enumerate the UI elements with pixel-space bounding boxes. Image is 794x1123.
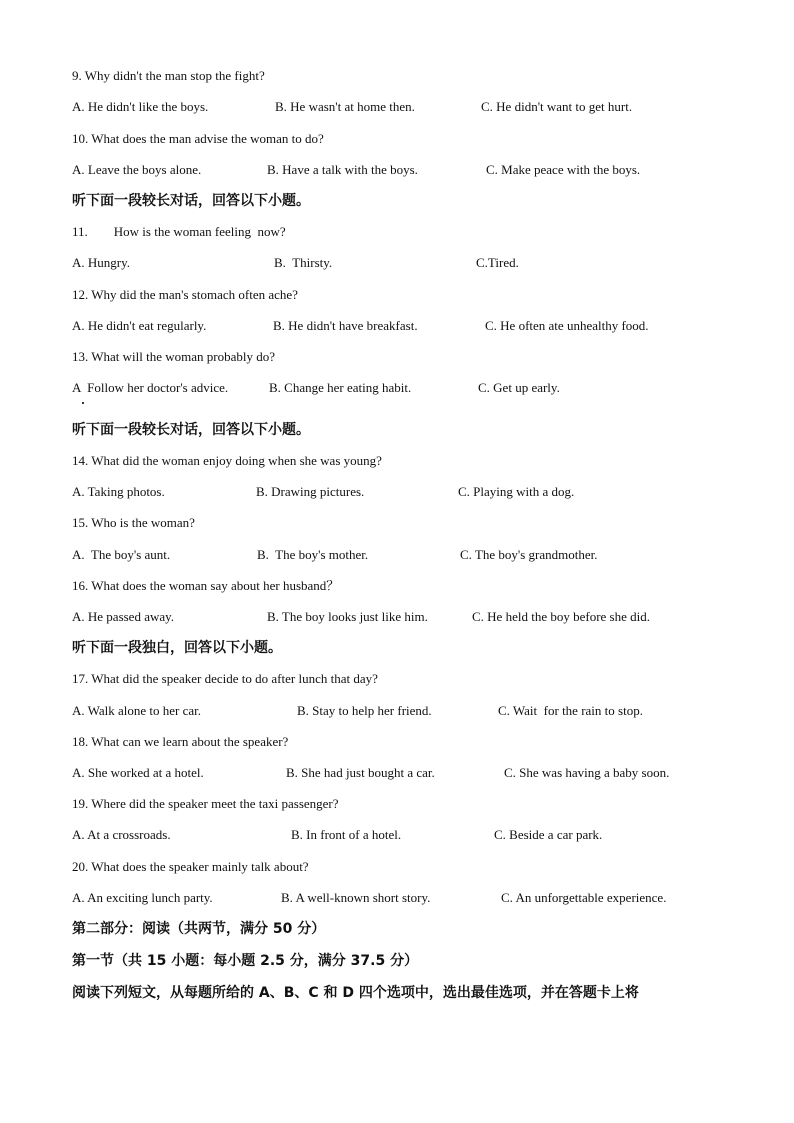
q19-option-c: C. Beside a car park.	[494, 827, 603, 842]
q16-option-c: C. He held the boy before she did.	[472, 609, 650, 624]
q17-option-a: A. Walk alone to her car.	[72, 703, 202, 718]
q17-option-c: C. Wait for the rain to stop.	[498, 703, 643, 718]
q13-option-c: C. Get up early.	[478, 380, 560, 395]
q17-option-b: B. Stay to help her friend.	[297, 703, 432, 718]
q19-option-a: A. At a crossroads.	[72, 827, 171, 842]
section-heading-long-dialog-1: 听下面一段较长对话，回答以下小题。	[72, 193, 310, 209]
question-19: 19. Where did the speaker meet the taxi passenger?	[72, 796, 339, 811]
q15-option-a: A. The boy's aunt.	[72, 547, 171, 562]
section-heading-monologue: 听下面一段独白，回答以下小题。	[72, 640, 282, 656]
q18-option-b: B. She had just bought a car.	[286, 765, 435, 780]
q13-option-a: A Follow her doctor's advice.	[72, 380, 229, 395]
q12-option-b: B. He didn't have breakfast.	[273, 318, 418, 333]
q20-option-b: B. A well-known short story.	[281, 890, 431, 905]
q18-option-c: C. She was having a baby soon.	[504, 765, 670, 780]
question-11: 11. How is the woman feeling now?	[72, 224, 286, 239]
q14-option-a: A. Taking photos.	[72, 484, 165, 499]
q11-option-b: B. Thirsty.	[274, 255, 333, 270]
question-20: 20. What does the speaker mainly talk about?	[72, 859, 309, 874]
question-17: 17. What did the speaker decide to do after lunch that day?	[72, 671, 378, 686]
question-12: 12. Why did the man's stomach often ache?	[72, 287, 298, 302]
q14-option-c: C. Playing with a dog.	[458, 484, 575, 499]
q20-option-a: A. An exciting lunch party.	[72, 890, 213, 905]
q14-option-b: B. Drawing pictures.	[256, 484, 365, 499]
q15-option-c: C. The boy's grandmother.	[460, 547, 598, 562]
section-one-heading: 第一节（共 15 小题：每小题 2.5 分，满分 37.5 分）	[72, 953, 419, 969]
reading-instructions: 阅读下列短文，从每题所给的 A、B、C 和 D 四个选项中，选出最佳选项，并在答题卡上将	[72, 985, 639, 1001]
q11-option-a: A. Hungry.	[72, 255, 131, 270]
q12-option-a: A. He didn't eat regularly.	[72, 318, 207, 333]
q12-option-c: C. He often ate unhealthy food.	[485, 318, 649, 333]
question-9: 9. Why didn't the man stop the fight?	[72, 68, 265, 83]
q19-option-b: B. In front of a hotel.	[291, 827, 402, 842]
part-two-heading: 第二部分：阅读（共两节，满分 50 分）	[72, 921, 326, 937]
q9-option-b: B. He wasn't at home then.	[275, 99, 415, 114]
question-18: 18. What can we learn about the speaker?	[72, 734, 289, 749]
q16-option-b: B. The boy looks just like him.	[267, 609, 428, 624]
q11-option-c: C.Tired.	[476, 255, 519, 270]
question-13: 13. What will the woman probably do?	[72, 349, 276, 364]
question-14: 14. What did the woman enjoy doing when she was young?	[72, 453, 382, 468]
q10-option-c: C. Make peace with the boys.	[486, 162, 641, 177]
q16-option-a: A. He passed away.	[72, 609, 175, 624]
q18-option-a: A. She worked at a hotel.	[72, 765, 204, 780]
q9-option-a: A. He didn't like the boys.	[72, 99, 209, 114]
question-15: 15. Who is the woman?	[72, 515, 195, 530]
q15-option-b: B. The boy's mother.	[257, 547, 369, 562]
q20-option-c: C. An unforgettable experience.	[501, 890, 667, 905]
section-heading-long-dialog-2: 听下面一段较长对话，回答以下小题。	[72, 422, 310, 438]
question-16: 16. What does the woman say about her husband？	[72, 578, 340, 593]
q10-option-b: B. Have a talk with the boys.	[267, 162, 418, 177]
question-10: 10. What does the man advise the woman to do?	[72, 131, 324, 146]
q9-option-c: C. He didn't want to get hurt.	[481, 99, 633, 114]
q13-option-b: B. Change her eating habit.	[269, 380, 412, 395]
q10-option-a: A. Leave the boys alone.	[72, 162, 202, 177]
stray-dot	[82, 402, 84, 404]
